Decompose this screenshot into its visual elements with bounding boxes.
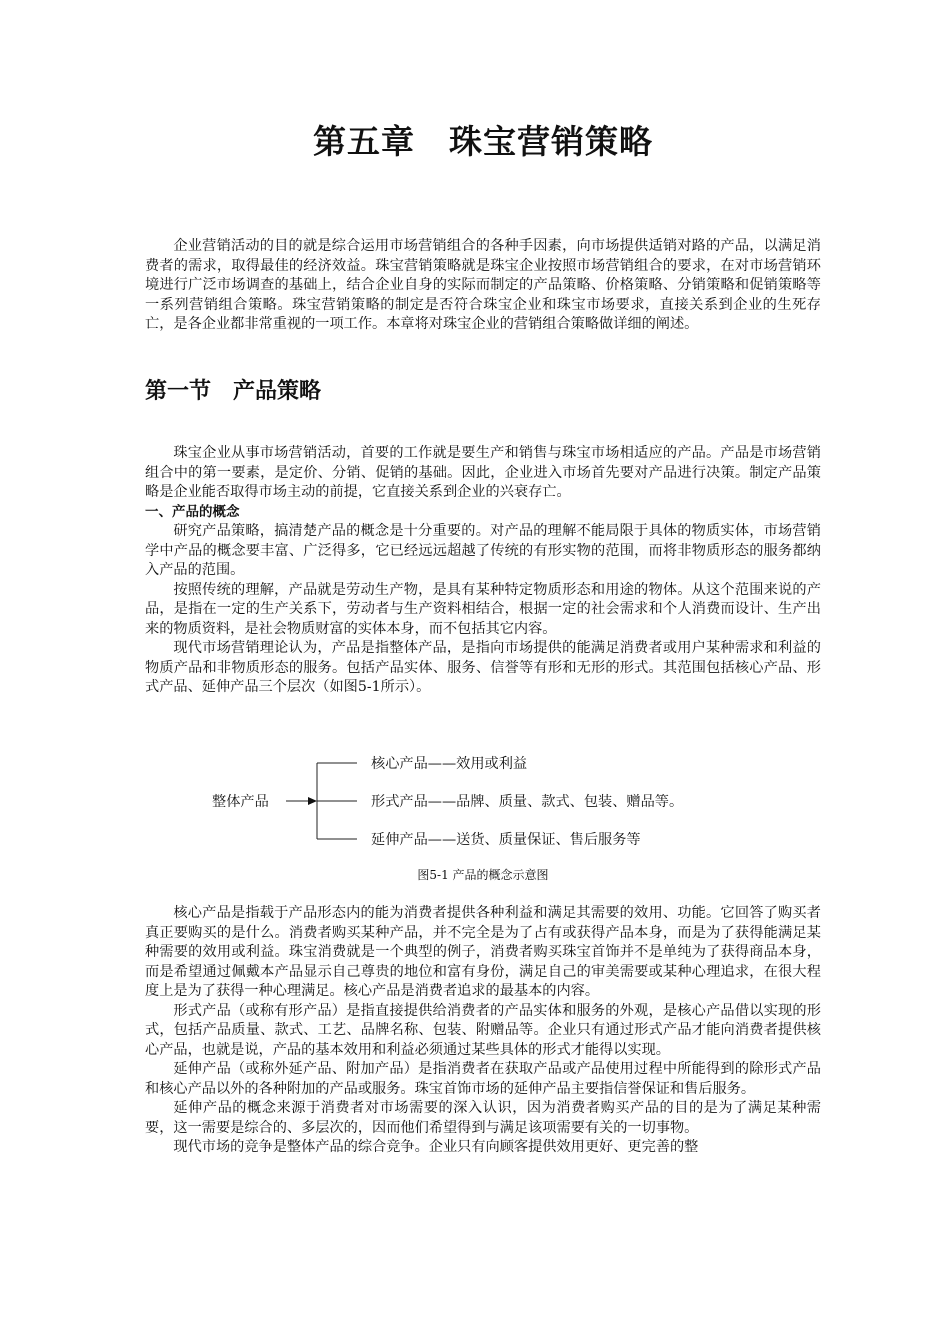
- body-paragraph: 形式产品（或称有形产品）是指直接提供给消费者的产品实体和服务的外观，是核心产品借以实现的形式，包括产品质量、款式、工艺、品牌名称、包装、附赠品等。企业只有通过形式产品才能向消费者提供核心产品，也就是说，产品的基本效用和利益必须通过某些具体的形式才能得以实现。: [145, 1002, 821, 1058]
- subheading-product-concept: 一、产品的概念: [145, 503, 240, 520]
- arrow-icon: [308, 797, 317, 805]
- body-after-figure: [145, 904, 821, 1158]
- body-paragraph: 延伸产品的概念来源于消费者对市场需要的深入认识，因为消费者购买产品的目的是为了满足某种需要，这一需要是综合的、多层次的，因而他们希望得到与满足该项需要有关的一切事物。: [145, 1100, 821, 1136]
- body-paragraph: 核心产品是指载于产品形态内的能为消费者提供各种利益和满足其需要的效用、功能。它回答了购买者真正要购买的是什么。消费者购买某种产品，并不完全是为了占有或获得产品本身，而是为了获得能满足某种需要的效用或利益。珠宝消费就是一个典型的例子，消费者购买珠宝首饰并不是单纯为了获得商品本身，而是希望通过佩戴本产品显示自己尊贵的地位和富有身份，满足自己的审美需要或某种心理追求，在很大程度上是为了获得一种心理满足。核心产品是消费者追求的最基本的内容。: [145, 905, 821, 999]
- intro-paragraph: 企业营销活动的目的就是综合运用市场营销组合的各种手因素，向市场提供适销对路的产品，以满足消费者的需求，取得最佳的经济效益。珠宝营销策略就是珠宝企业按照市场营销组合的要求，在对市场营销环境进行广泛市场调查的基础上，结合企业自身的实际而制定的产品策略、价格策略、分销策略和促销策略等一系列营销组合策略。珠宝营销策略的制定是否符合珠宝企业和珠宝市场要求，直接关系到企业的生死存亡，是各企业都非常重视的一项工作。本章将对珠宝企业的营销组合策略做详细的阐述。: [145, 238, 821, 332]
- product-concept-diagram: [145, 745, 821, 890]
- body-paragraph: 延伸产品（或称外延产品、附加产品）是指消费者在获取产品或产品使用过程中所能得到的除形式产品和核心产品以外的各种附加的产品或服务。珠宝首饰市场的延伸产品主要指信誉保证和售后服务。: [145, 1061, 821, 1097]
- diagram-branch-form: 形式产品——品牌、质量、款式、包装、赠品等。: [371, 794, 684, 810]
- body-paragraph: 现代市场的竞争是整体产品的综合竞争。企业只有向顾客提供效用更好、更完善的整: [173, 1139, 699, 1155]
- figure-caption: 图5-1 产品的概念示意图: [417, 868, 549, 882]
- intro-block: [145, 237, 821, 335]
- section-body: [145, 444, 821, 698]
- diagram-branch-core: 核心产品——效用或利益: [371, 756, 528, 772]
- chapter-title: 第五章 珠宝营销策略: [313, 122, 653, 161]
- body-paragraph: 研究产品策略，搞清楚产品的概念是十分重要的。对产品的理解不能局限于具体的物质实体，市场营销学中产品的概念要丰富、广泛得多，它已经远远超越了传统的有形实物的范围，而将非物质形态的服务都纳入产品的范围。: [145, 523, 821, 578]
- body-paragraph: 按照传统的理解，产品就是劳动生产物，是具有某种特定物质形态和用途的物体。从这个范围来说的产品，是指在一定的生产关系下，劳动者与生产资料相结合，根据一定的社会需求和个人消费而设计、生产出来的物质资料，是社会物质财富的实体本身，而不包括其它内容。: [145, 581, 821, 637]
- section-intro-paragraph: 珠宝企业从事市场营销活动，首要的工作就是要生产和销售与珠宝市场相适应的产品。产品是市场营销组合中的第一要素，是定价、分销、促销的基础。因此，企业进入市场首先要对产品进行决策。制定产品策略是企业能否取得市场主动的前提，它直接关系到企业的兴衰存亡。: [145, 445, 821, 500]
- diagram-branch-extended: 延伸产品——送货、质量保证、售后服务等: [371, 832, 641, 848]
- section-title: 第一节 产品策略: [145, 379, 322, 404]
- diagram-root-label: 整体产品: [212, 794, 269, 810]
- body-paragraph: 现代市场营销理论认为，产品是指整体产品，是指向市场提供的能满足消费者或用户某种需求和利益的物质产品和非物质形态的服务。包括产品实体、服务、信誉等有形和无形的形式。其范围包括核心产品、形式产品、延伸产品三个层次（如图5-1所示）。: [145, 640, 821, 695]
